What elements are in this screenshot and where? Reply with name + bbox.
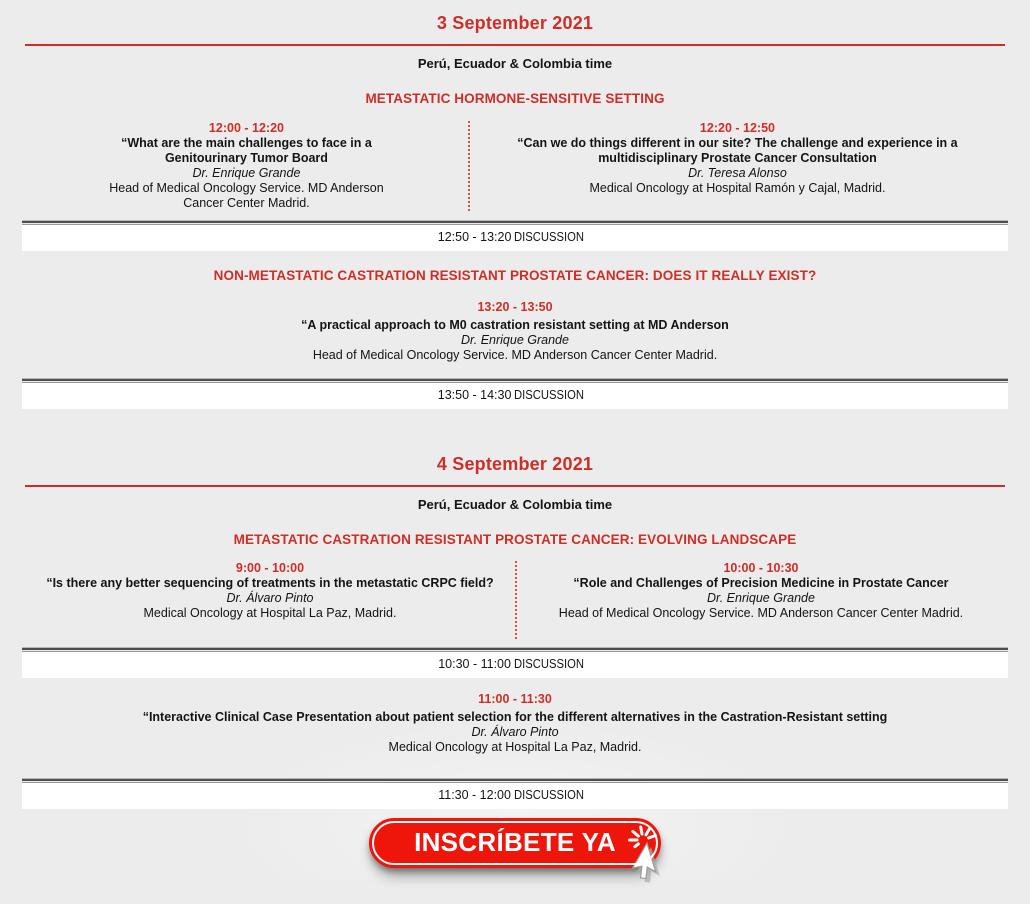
day2-section1-heading: METASTATIC CASTRATION RESISTANT PROSTATE CANCER: EVOLVING LANDSCAPE (233, 532, 797, 547)
day1-session-left (25, 121, 470, 211)
session-time: 11:00 - 11:30 (478, 692, 552, 706)
register-button[interactable] (369, 818, 661, 868)
discussion-label: DISCUSSION (513, 657, 584, 671)
day1-session-single (0, 300, 1030, 363)
session-affiliation: Head of Medical Oncology Service. MD Anderson Cancer Center Madrid. (109, 181, 384, 210)
day1-section1-heading: METASTATIC HORMONE-SENSITIVE SETTING (365, 91, 665, 106)
discussion-label: DISCUSSION (513, 788, 584, 802)
session-speaker: Dr. Enrique Grande (192, 166, 301, 180)
session-time: 13:20 - 13:50 (477, 300, 553, 314)
session-title: “What are the main challenges to face in a Genitourinary Tumor Board (121, 136, 372, 165)
session-title: “Interactive Clinical Case Presentation about patient selection for the different alternatives in the Castration-Resistant setting (142, 710, 888, 724)
cursor-arrow-icon (630, 843, 666, 883)
session-speaker: Dr. Álvaro Pinto (471, 725, 559, 739)
day1-timezone: Perú, Ecuador & Colombia time (417, 56, 613, 71)
day2-timezone: Perú, Ecuador & Colombia time (417, 497, 613, 512)
session-affiliation: Head of Medical Oncology Service. MD Anderson Cancer Center Madrid. (312, 348, 718, 362)
session-speaker: Dr. Álvaro Pinto (226, 591, 314, 605)
day1-discussion1-band (22, 220, 1008, 251)
click-cursor-icon (617, 824, 687, 904)
day1-section2-heading: NON-METASTATIC CASTRATION RESISTANT PROSTATE CANCER: DOES IT REALLY EXIST? (213, 268, 817, 283)
day2-session-left (25, 561, 517, 639)
day1-title: 3 September 2021 (436, 13, 594, 33)
day2-title: 4 September 2021 (436, 454, 594, 474)
click-burst-icon (630, 827, 656, 847)
day1-session-right (470, 121, 1005, 211)
day1-divider-line (25, 44, 1005, 46)
day2-session-right (517, 561, 1005, 639)
discussion-label: DISCUSSION (514, 388, 585, 402)
day2-session-single (0, 692, 1030, 755)
day1-sessions-grid (25, 121, 1005, 211)
day2-discussion1-band (22, 647, 1008, 678)
session-title: “Is there any better sequencing of treatments in the metastatic CRPC field? (46, 576, 494, 590)
session-title: “Can we do things different in our site? The challenge and experience in a multidisciplinary Prostate Cancer Consultation (517, 136, 958, 165)
discussion-time: 10:30 - 11:00 (438, 657, 511, 671)
session-speaker: Dr. Teresa Alonso (688, 166, 787, 180)
discussion-time: 13:50 - 14:30 (437, 388, 512, 402)
session-affiliation: Medical Oncology at Hospital La Paz, Madrid. (143, 606, 397, 620)
day2-sessions-grid (25, 561, 1005, 639)
session-affiliation: Medical Oncology at Hospital La Paz, Madrid. (388, 740, 642, 754)
session-speaker: Dr. Enrique Grande (461, 333, 569, 347)
day2-divider-line (25, 485, 1005, 487)
session-affiliation: Medical Oncology at Hospital Ramón y Cajal, Madrid. (589, 181, 886, 195)
session-title: “A practical approach to M0 castration resistant setting at MD Anderson (301, 318, 729, 332)
discussion-time: 12:50 - 13:20 (437, 230, 512, 244)
day1-discussion2-band (22, 378, 1008, 409)
register-button-label: INSCRÍBETE YA (414, 827, 616, 857)
cursor-shadow (634, 847, 670, 887)
session-time: 9:00 - 10:00 (235, 561, 305, 575)
session-affiliation: Head of Medical Oncology Service. MD Anderson Cancer Center Madrid. (558, 606, 964, 620)
session-speaker: Dr. Enrique Grande (707, 591, 815, 605)
discussion-label: DISCUSSION (514, 230, 585, 244)
session-time: 12:20 - 12:50 (699, 121, 775, 135)
session-title: “Role and Challenges of Precision Medicine in Prostate Cancer (573, 576, 949, 590)
session-time: 10:00 - 10:30 (723, 561, 799, 575)
discussion-time: 11:30 - 12:00 (438, 788, 511, 802)
day2-discussion2-band (22, 778, 1008, 809)
session-time: 12:00 - 12:20 (208, 121, 284, 135)
